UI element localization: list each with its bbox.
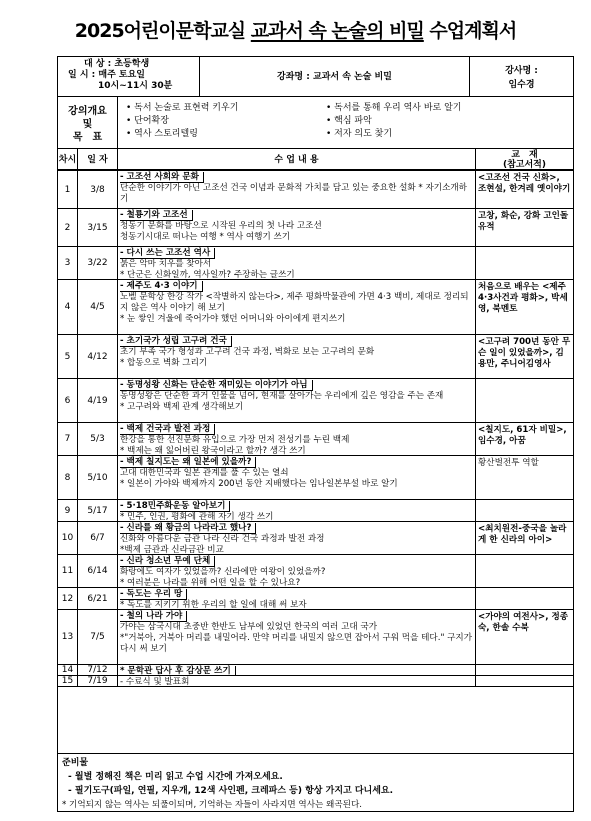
session-row xyxy=(58,610,573,665)
session-title: - 백제 칠지도는 왜 일본에 있을까? xyxy=(120,457,256,468)
session-title: - 동명성왕 신화는 단순한 재미있는 이야기가 아님 xyxy=(120,380,313,391)
goal-item: • 핵심 파악 xyxy=(326,116,372,126)
session-reference: <고구려 700년 동안 무슨 일이 있었을까>, 김용만, 주니어김영사 xyxy=(478,337,571,369)
session-body: * 독도를 지키기 위한 우리의 할 일에 대해 써 보자 xyxy=(120,600,307,609)
session-reference xyxy=(476,588,573,609)
session-content xyxy=(118,280,476,334)
header-row xyxy=(58,57,573,97)
session-body: - 수료식 및 발표회 xyxy=(120,677,190,686)
session-body: 붉은 악마 치우를 찾아서 * 단군은 신화일까, 역사일까? 주장하는 글쓰기 xyxy=(120,259,295,279)
session-row xyxy=(58,209,573,247)
session-reference: 고창, 화순, 강화 고인돌 유적 xyxy=(478,211,569,232)
session-number: 5 xyxy=(58,335,78,378)
session-body: * 민주, 인권, 평화에 관해 자기 생각 쓰기 xyxy=(120,512,274,521)
preparation-note: * 기억되지 않는 역사는 되풀이되며, 기억하는 자들이 사라지면 역사는 왜곡된다. xyxy=(62,800,362,810)
session-number: 1 xyxy=(58,171,78,208)
session-date: 7/19 xyxy=(78,676,118,686)
session-title: - 독도는 우리 땅 xyxy=(120,589,187,600)
session-number: 2 xyxy=(58,209,78,246)
session-body: 동명성왕은 단순한 과거 인물을 넘어, 현재를 살아가는 우리에게 깊은 영감을 주는 존재 * 고구려와 백제 관계 생각해보기 xyxy=(120,391,444,412)
session-content xyxy=(118,456,476,499)
session-content xyxy=(118,500,476,521)
session-date: 5/3 xyxy=(78,423,118,455)
session-date: 4/19 xyxy=(78,379,118,422)
session-content xyxy=(118,247,476,279)
session-content xyxy=(118,555,476,587)
session-date: 3/8 xyxy=(78,171,118,208)
session-body: 고대 대한민국과 일본 관계를 풀 수 있는 열쇠 * 일본이 가야와 백제까지 200년 동안 지배했다는 임나일본부설 바로 알기 xyxy=(120,468,398,489)
goal-item: • 저자 의도 찾기 xyxy=(326,129,393,139)
session-body: 화랑에도 여자가 있었을까? 신라에만 여왕이 있었을까? * 여러분은 나라를 위해 어떤 일을 할 수 있나요? xyxy=(120,567,326,587)
session-row xyxy=(58,335,573,379)
session-reference: <가야의 여전사>, 정종숙, 한솔 수북 xyxy=(478,612,569,633)
session-row xyxy=(58,665,573,676)
col-header-content: 수 업 내 용 xyxy=(118,149,476,171)
session-date: 5/10 xyxy=(78,456,118,499)
goal-item: • 단어확장 xyxy=(126,116,169,126)
session-date: 4/5 xyxy=(78,280,118,334)
session-date: 7/5 xyxy=(78,610,118,664)
session-number: 14 xyxy=(58,665,78,675)
goals-label xyxy=(58,97,118,149)
session-number: 6 xyxy=(58,379,78,422)
session-body: 한강을 통한 선진문화 유입으로 가장 먼저 전성기를 누린 백제 * 백제는 왜 잃어버린 왕국이라고 할까? 생각 쓰기 xyxy=(120,435,350,455)
session-reference: <고조선 건국 신화>, 조현설, 한겨레 옛이야기 xyxy=(478,173,571,194)
session-title: - 신라 청소년 무예 단체 xyxy=(120,556,215,567)
col-header-date: 일 자 xyxy=(78,149,118,171)
schedule-line2: 10시~11시 30분 xyxy=(98,81,173,91)
session-title: - 철룡기와 고조선 xyxy=(120,210,193,221)
header-info xyxy=(58,57,200,97)
session-row xyxy=(58,555,573,588)
session-number: 13 xyxy=(58,610,78,664)
session-number: 10 xyxy=(58,522,78,554)
session-number: 7 xyxy=(58,423,78,455)
title-prefix: 2025어린이문학교실 xyxy=(74,20,251,42)
preparation-label: 준비물 xyxy=(62,758,89,768)
session-content xyxy=(118,423,476,455)
target-label: 대 상 : 초등학생 xyxy=(84,59,150,69)
session-number: 15 xyxy=(58,676,78,686)
col-header-ref xyxy=(476,149,573,171)
session-title: - 신라를 왜 황금의 나라라고 했나? xyxy=(120,523,256,534)
session-reference: <칠지도, 61자 비밀>, 임수경, 아꿈 xyxy=(478,425,567,446)
session-row xyxy=(58,280,573,335)
session-title: - 제주도 4·3 이야기 xyxy=(120,281,203,292)
instructor-name: 임수경 xyxy=(508,80,535,90)
preparation-line2: - 필기도구(파일, 연필, 지우개, 12색 사인펜, 크레파스 등) 항상 가지고 다니세요. xyxy=(68,786,394,796)
session-number: 11 xyxy=(58,555,78,587)
session-row xyxy=(58,676,573,687)
session-date: 6/14 xyxy=(78,555,118,587)
instructor-label: 강사명 : xyxy=(505,66,538,76)
col-header-ref-line1: 교 재 xyxy=(511,150,538,160)
session-title: - 다시 쓰는 고조선 역사 xyxy=(120,248,215,259)
session-title: - 고조선 사회와 문화 xyxy=(120,172,204,183)
session-body: 신화와 아름다운 금관 나라 신라 건국 과정과 발전 과정 *백제 금관과 신라금관 비교 xyxy=(120,534,325,554)
session-row xyxy=(58,423,573,456)
lesson-plan-table xyxy=(57,56,574,812)
session-body: 노벨 문학상 한강 작가 <작별하지 않는다>, 제주 평화박물관에 가면 4·3 백비, 제대로 정리되지 않은 역사 이야기 해 보기 * 눈 쌓인 겨울에 죽어가야 했던 어머니와 아이에게 편지쓰기 xyxy=(120,292,469,324)
session-row xyxy=(58,588,573,610)
session-body: 가야는 삼국시대 초중반 한반도 남부에 있었던 한국의 여러 고대 국가 *"거북아, 거북아 머리를 내밀어라. 만약 머리를 내밀지 않으면 잡아서 구워 먹을 테다." 구지가 다시 써 보기 xyxy=(120,622,473,654)
session-content xyxy=(118,676,476,686)
session-number: 12 xyxy=(58,588,78,609)
instructor-cell xyxy=(470,57,573,97)
session-content xyxy=(118,171,476,208)
session-content xyxy=(118,522,476,554)
session-date: 5/17 xyxy=(78,500,118,521)
session-reference xyxy=(476,247,573,279)
session-reference xyxy=(476,555,573,587)
session-reference xyxy=(476,379,573,422)
session-body: 청동기 문화를 바탕으로 시작된 우리의 첫 나라 고조선 청동기시대로 떠나는 여행 * 역사 여행기 쓰기 xyxy=(120,221,322,242)
session-number: 9 xyxy=(58,500,78,521)
session-title: - 5·18민주화운동 알아보기 xyxy=(120,501,230,512)
session-date: 3/22 xyxy=(78,247,118,279)
session-content xyxy=(118,665,476,675)
session-title: - 철의 나라 가야 xyxy=(120,611,187,622)
schedule-line1: 일 시 : 매주 토요일 xyxy=(68,70,145,80)
goal-item: • 독서 논술로 표현력 키우기 xyxy=(126,103,239,113)
goal-item: • 역사 스토리텔링 xyxy=(126,129,198,139)
goals-label-line3: 목 표 xyxy=(72,132,103,143)
session-row xyxy=(58,456,573,500)
session-row xyxy=(58,379,573,423)
session-date: 3/15 xyxy=(78,209,118,246)
session-body: 초기 부족 국가 형성과 고구려 건국 과정, 벽화로 보는 고구려의 문화 * 합동으로 벽화 그리기 xyxy=(120,347,375,368)
session-date: 6/21 xyxy=(78,588,118,609)
session-row xyxy=(58,247,573,280)
session-reference: 황산벌전투 역할 xyxy=(478,458,539,468)
page-title xyxy=(0,18,591,44)
goal-item: • 독서를 통해 우리 역사 바로 알기 xyxy=(326,103,462,113)
session-reference xyxy=(476,676,573,686)
session-number: 3 xyxy=(58,247,78,279)
session-reference: <최치원전-중국을 놀라게 한 신라의 아이> xyxy=(478,524,567,545)
session-content xyxy=(118,209,476,246)
session-number: 4 xyxy=(58,280,78,334)
col-header-ref-line2: (참고서적) xyxy=(502,160,546,170)
session-row xyxy=(58,500,573,522)
title-highlight: 교과서 속 논술의 비밀 xyxy=(250,20,424,42)
title-suffix: 수업계획서 xyxy=(423,20,517,42)
goals-label-line1: 강의개요 xyxy=(68,106,107,117)
col-header-no: 차시 xyxy=(58,149,78,171)
session-number: 8 xyxy=(58,456,78,499)
session-date: 4/12 xyxy=(78,335,118,378)
session-content xyxy=(118,610,476,664)
session-content xyxy=(118,379,476,422)
session-date: 6/7 xyxy=(78,522,118,554)
session-date: 7/12 xyxy=(78,665,118,675)
preparation-line1: - 월별 정해진 책은 미리 읽고 수업 시간에 가져오세요. xyxy=(68,772,283,782)
preparation-section xyxy=(58,753,573,811)
goals-row xyxy=(58,97,573,149)
session-body: 단순한 이야기가 아닌 고조선 건국 이념과 문화적 가치를 담고 있는 중요한 설화 * 자기소개하기 xyxy=(120,183,467,204)
session-reference: 처음으로 배우는 <제주 4·3사건과 평화>, 박세영, 북멘토 xyxy=(478,282,568,314)
session-reference xyxy=(476,665,573,675)
session-title: * 문학관 답사 후 감상문 쓰기 xyxy=(120,666,236,675)
session-content xyxy=(118,588,476,609)
course-name: 강좌명 : 교과서 속 논술 비밀 xyxy=(200,57,470,97)
session-title: - 백제 건국과 발전 과정 xyxy=(120,424,215,435)
goals-label-line2: 및 xyxy=(82,119,93,130)
session-title: - 초기국가 성립 고구려 건국 xyxy=(120,336,232,347)
session-reference xyxy=(476,500,573,521)
session-row xyxy=(58,171,573,209)
session-row xyxy=(58,522,573,555)
session-content xyxy=(118,335,476,378)
